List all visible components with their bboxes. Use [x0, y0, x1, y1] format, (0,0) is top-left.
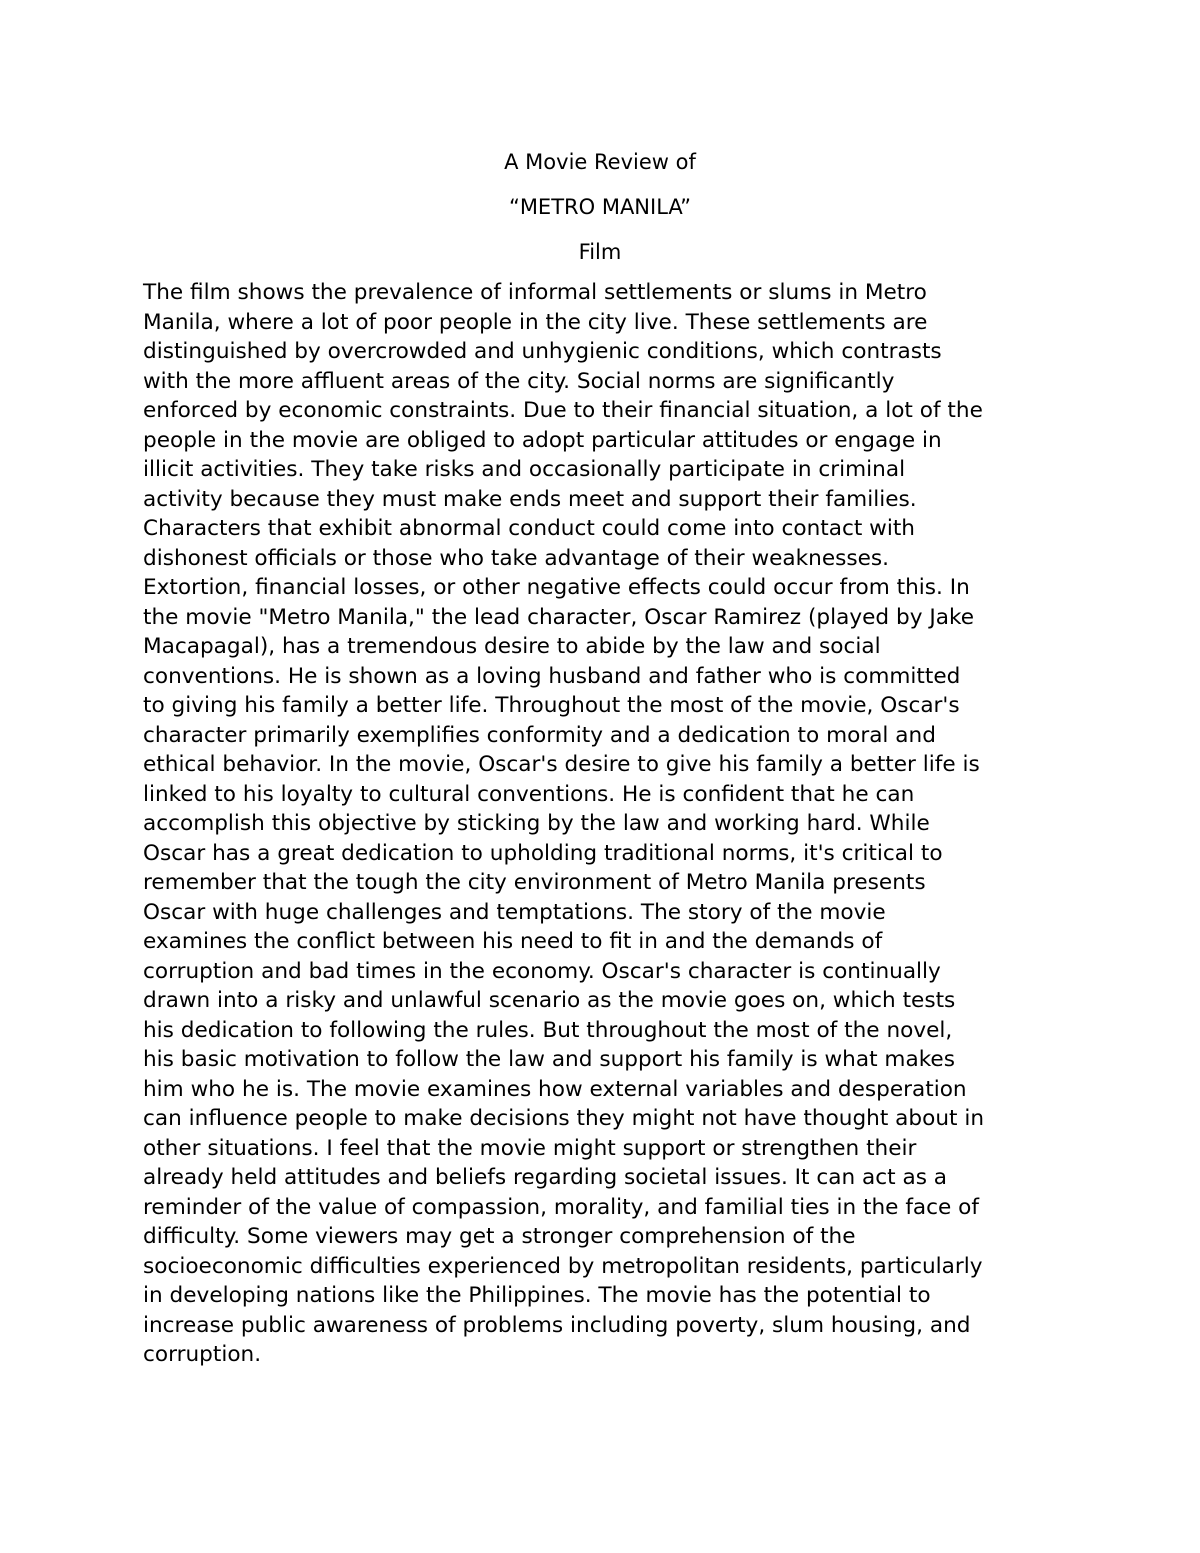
paragraph-line: examines the conflict between his need to fit in and the demands of	[143, 929, 883, 954]
title-block	[0, 140, 1200, 275]
paragraph-line: his basic motivation to follow the law and support his family is what makes	[143, 1047, 955, 1072]
paragraph-line: other situations. I feel that the movie might support or strengthen their	[143, 1135, 917, 1161]
paragraph-line: dishonest officials or those who take advantage of their weaknesses.	[143, 545, 890, 571]
paragraph-line: accomplish this objective by sticking by the law and working hard. While	[143, 811, 930, 836]
paragraph-line: Extortion, financial losses, or other negative effects could occur from this. In	[143, 575, 970, 600]
paragraph-line: distinguished by overcrowded and unhygienic conditions, which contrasts	[143, 339, 942, 364]
paragraph-line: enforced by economic constraints. Due to their financial situation, a lot of the	[143, 398, 983, 423]
paragraph-line: remember that the tough the city environment of Metro Manila presents	[143, 870, 926, 895]
paragraph-line: already held attitudes and beliefs regarding societal issues. It can act as a	[143, 1165, 948, 1190]
paragraph-line: Characters that exhibit abnormal conduct could come into contact with	[143, 516, 915, 541]
paragraph-line: Macapagal), has a tremendous desire to abide by the law and social	[143, 634, 881, 659]
title-line: Film	[578, 240, 622, 264]
title-line: “METRO MANILA”	[508, 195, 692, 219]
paragraph-line: Manila, where a lot of poor people in the city live. These settlements are	[143, 309, 928, 335]
paragraph-line: the movie "Metro Manila," the lead character, Oscar Ramirez (played by Jake	[143, 604, 974, 630]
paragraph-line: increase public awareness of problems including poverty, slum housing, and	[143, 1312, 971, 1338]
title-line: A Movie Review of	[504, 150, 696, 174]
paragraph-line: reminder of the value of compassion, morality, and familial ties in the face of	[143, 1194, 979, 1220]
paragraph-line: socioeconomic difficulties experienced by metropolitan residents, particularly	[143, 1253, 983, 1279]
paragraph-line: linked to his loyalty to cultural conventions. He is confident that he can	[143, 781, 915, 807]
paragraph-line: character primarily exemplifies conformity and a dedication to moral and	[143, 722, 936, 748]
paragraph-line: The film shows the prevalence of informal settlements or slums in Metro	[143, 280, 927, 305]
paragraph-line: with the more affluent areas of the city. Social norms are significantly	[143, 368, 895, 394]
paragraph-line: can influence people to make decisions they might not have thought about in	[143, 1106, 985, 1131]
paragraph-line: corruption and bad times in the economy. Oscar's character is continually	[143, 958, 941, 984]
paragraph-line: Oscar has a great dedication to upholding traditional norms, it's critical to	[143, 840, 943, 866]
paragraph-line: to giving his family a better life. Throughout the most of the movie, Oscar's	[143, 693, 960, 718]
paragraph-line: illicit activities. They take risks and occasionally participate in criminal	[143, 457, 906, 482]
paragraph-line: him who he is. The movie examines how external variables and desperation	[143, 1076, 967, 1102]
paragraph-line: ethical behavior. In the movie, Oscar's desire to give his family a better life is	[143, 752, 980, 777]
paragraph-line: in developing nations like the Philippines. The movie has the potential to	[143, 1283, 931, 1308]
paragraph-line: Oscar with huge challenges and temptations. The story of the movie	[143, 899, 886, 925]
review-paragraph	[143, 278, 1073, 1370]
paragraph-line: corruption.	[143, 1342, 262, 1367]
paragraph-line: drawn into a risky and unlawful scenario as the movie goes on, which tests	[143, 988, 956, 1013]
paragraph-line: activity because they must make ends meet and support their families.	[143, 486, 917, 512]
paragraph-line: difficulty. Some viewers may get a stronger comprehension of the	[143, 1224, 856, 1249]
paragraph-line: his dedication to following the rules. But throughout the most of the novel,	[143, 1017, 953, 1043]
paragraph-line: people in the movie are obliged to adopt particular attitudes or engage in	[143, 427, 942, 453]
paragraph-line: conventions. He is shown as a loving husband and father who is committed	[143, 663, 961, 689]
